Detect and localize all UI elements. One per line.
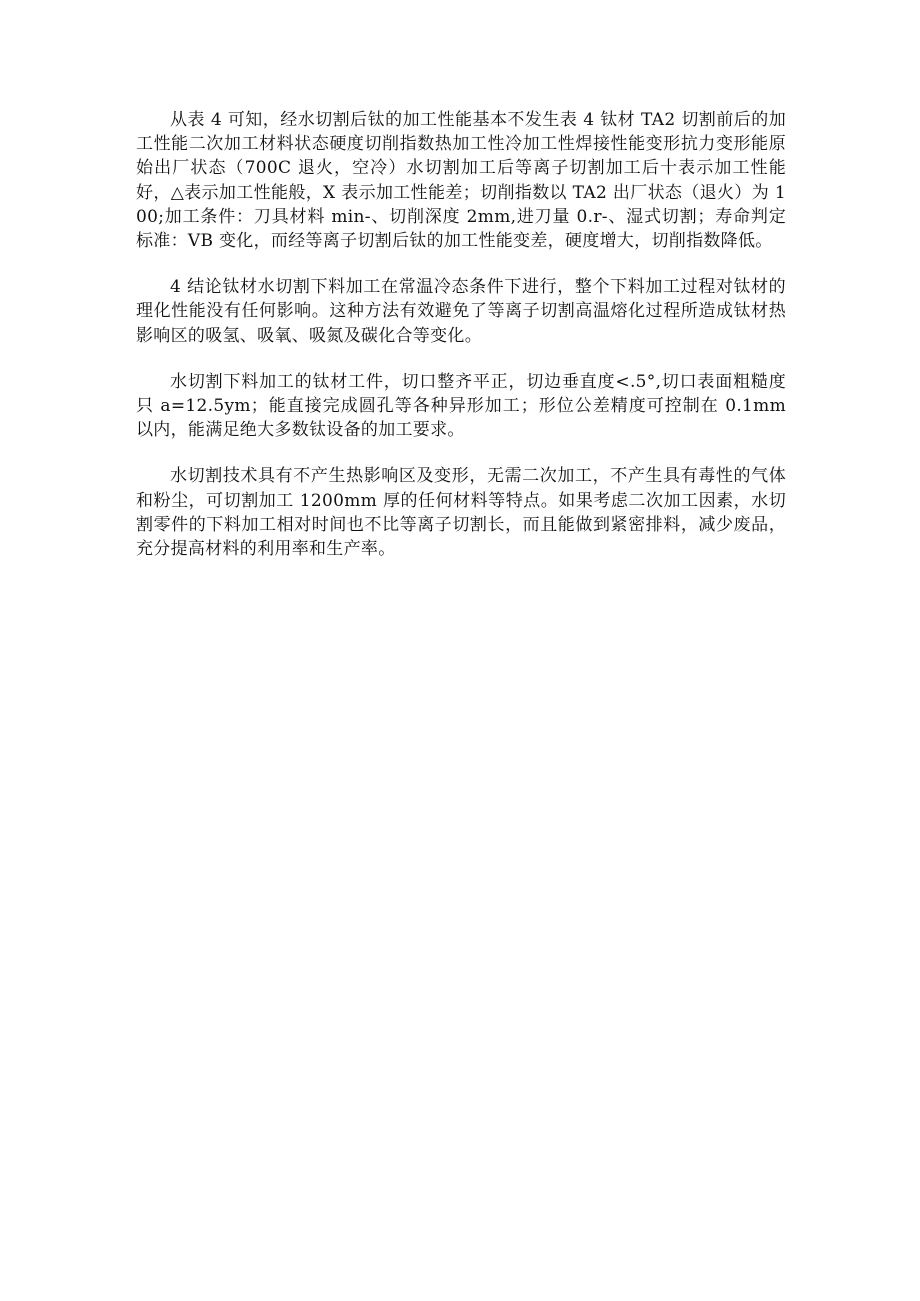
paragraph-table4-analysis: 从表 4 可知，经水切割后钛的加工性能基本不发生表 4 钛材 TA2 切割前后的加工性能二次加工材料状态硬度切削指数热加工性冷加工性焊接性能变形抗力变形能原始出厂状态（700C 退火，空冷）水切割加工后等离子切割加工后十表示加工性能好，△表示加工性能般，X 表示加工性能差；切削指数以 TA2 出厂状态（退火）为 100;加工条件：刀具材料 min-、切削深度 2mm,进刀量 0.r-、湿式切割；寿命判定标准：VB 变化，而经等离子切割后钛的加工性能变差，硬度增大，切削指数降低。 — [136, 110, 786, 252]
paragraph-conclusion: 4 结论钛材水切割下料加工在常温冷态条件下进行，整个下料加工过程对钛材的理化性能没有任何影响。这种方法有效避免了等离子切割高温熔化过程所造成钛材热影响区的吸氢、吸氧、吸氮及碳化合等变化。 — [136, 277, 786, 346]
paragraph-waterjet-advantages: 水切割技术具有不产生热影响区及变形，无需二次加工，不产生具有毒性的气体和粉尘，可切割加工 1200mm 厚的任何材料等特点。如果考虑二次加工因素，水切割零件的下料加工相对时间也不比等离子切割长，而且能做到紧密排料，减少废品，充分提高材料的利用率和生产率。 — [136, 466, 786, 560]
document-body — [136, 108, 786, 583]
paragraph-cut-quality: 水切割下料加工的钛材工件，切口整齐平正，切边垂直度<.5°,切口表面粗糙度只 a=12.5ym；能直接完成圆孔等各种异形加工；形位公差精度可控制在 0.1mm 以内，能满足绝大多数钛设备的加工要求。 — [136, 371, 786, 441]
